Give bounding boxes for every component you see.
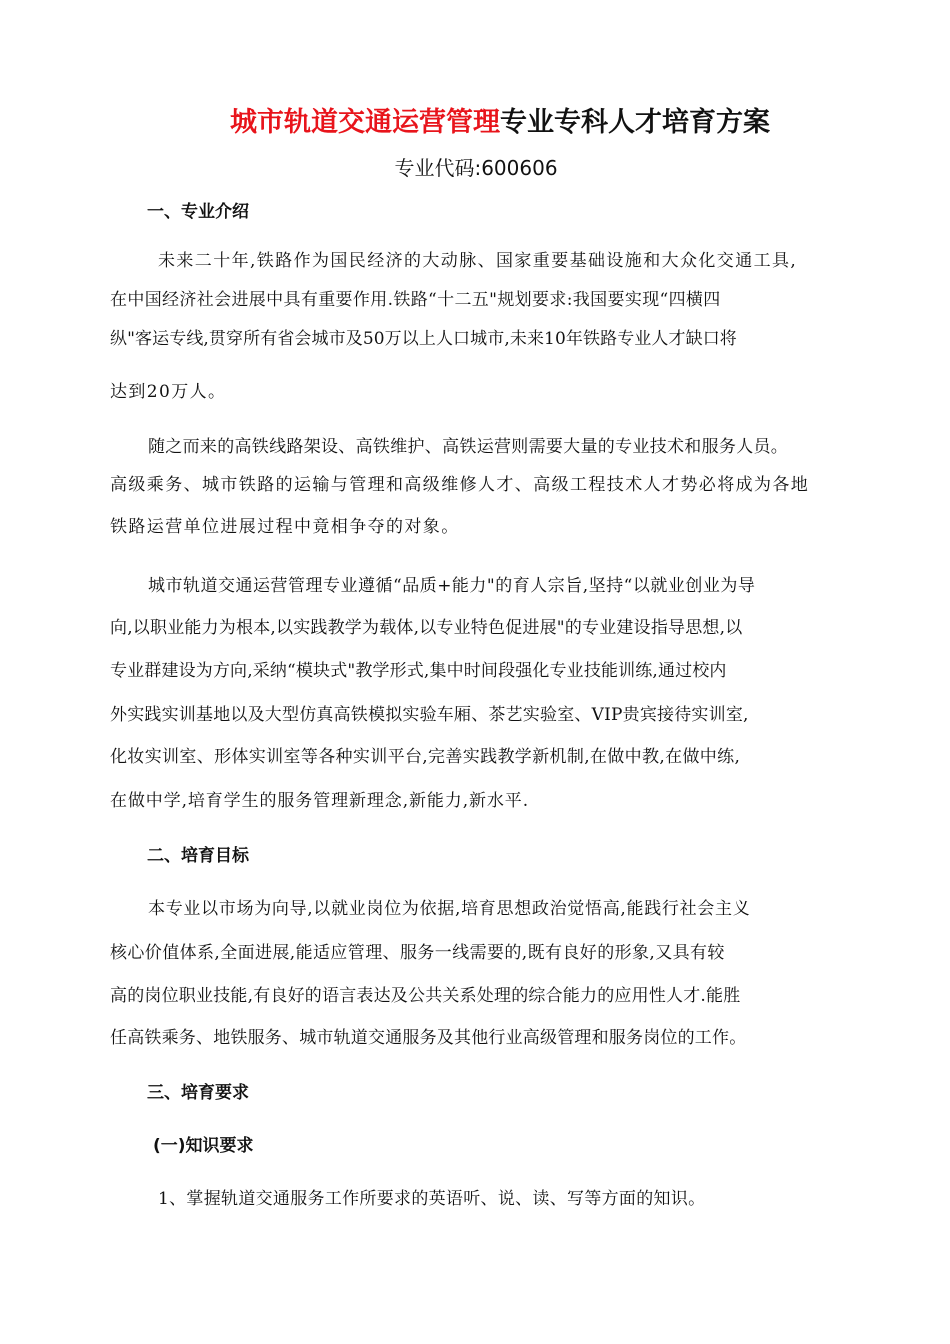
paragraph-line: 未来二十年,铁路作为国民经济的大动脉、国家重要基础设施和大众化交通工具,: [158, 251, 798, 271]
title-highlight: 城市轨道交通运营管理: [230, 107, 500, 138]
paragraph-line: 在中国经济社会进展中具有重要作用.铁路“十二五"规划要求:我国要实现“四横四: [110, 290, 721, 310]
paragraph-line: 达到20万人。: [110, 382, 227, 402]
document-title: [0, 103, 950, 143]
section-heading-requirements: 三、培育要求: [147, 1083, 249, 1103]
paragraph-line: 外实践实训基地以及大型仿真高铁模拟实验车厢、茶艺实验室、VIP贵宾接待实训室,: [110, 705, 749, 725]
paragraph-line: 化妆实训室、形体实训室等各种实训平台,完善实践教学新机制,在做中教,在做中练,: [110, 747, 741, 767]
paragraph-line: 随之而来的高铁线路架设、高铁维护、高铁运营则需要大量的专业技术和服务人员。: [148, 437, 789, 457]
paragraph-line: 任高铁乘务、地铁服务、城市轨道交通服务及其他行业高级管理和服务岗位的工作。: [110, 1028, 747, 1048]
section-heading-goals: 二、培育目标: [147, 846, 249, 866]
paragraph-line: 纵"客运专线,贯穿所有省会城市及50万以上人口城市,未来10年铁路专业人才缺口将: [110, 329, 737, 349]
paragraph-line: 向,以职业能力为根本,以实践教学为载体,以专业特色促进展"的专业建设指导思想,以: [110, 618, 743, 638]
paragraph-line: 1、掌握轨道交通服务工作所要求的英语听、说、读、写等方面的知识。: [158, 1189, 706, 1209]
paragraph-line: 高的岗位职业技能,有良好的语言表达及公共关系处理的综合能力的应用性人才.能胜: [110, 986, 741, 1006]
title-rest: 专业专科人才培育方案: [500, 107, 770, 138]
subsection-heading-knowledge: (一)知识要求: [153, 1136, 254, 1156]
paragraph-line: 本专业以市场为向导,以就业岗位为依据,培育思想政治觉悟高,能践行社会主义: [148, 899, 751, 919]
section-heading-intro: 一、专业介绍: [147, 202, 249, 222]
paragraph-line: 高级乘务、城市铁路的运输与管理和高级维修人才、高级工程技术人才势必将成为各地: [110, 475, 810, 495]
paragraph-line: 城市轨道交通运营管理专业遵循“品质+能力"的育人宗旨,坚持“以就业创业为导: [148, 576, 756, 596]
paragraph-line: 铁路运营单位进展过程中竟相争夺的对象。: [110, 517, 460, 537]
paragraph-line: 专业群建设为方向,采纳“模块式"教学形式,集中时间段强化专业技能训练,通过校内: [110, 661, 727, 681]
paragraph-line: 在做中学,培育学生的服务管理新理念,新能力,新水平.: [110, 791, 530, 811]
paragraph-line: 核心价值体系,全面进展,能适应管理、服务一线需要的,既有良好的形象,又具有较: [110, 943, 725, 963]
major-code: 专业代码:600606: [394, 156, 558, 180]
